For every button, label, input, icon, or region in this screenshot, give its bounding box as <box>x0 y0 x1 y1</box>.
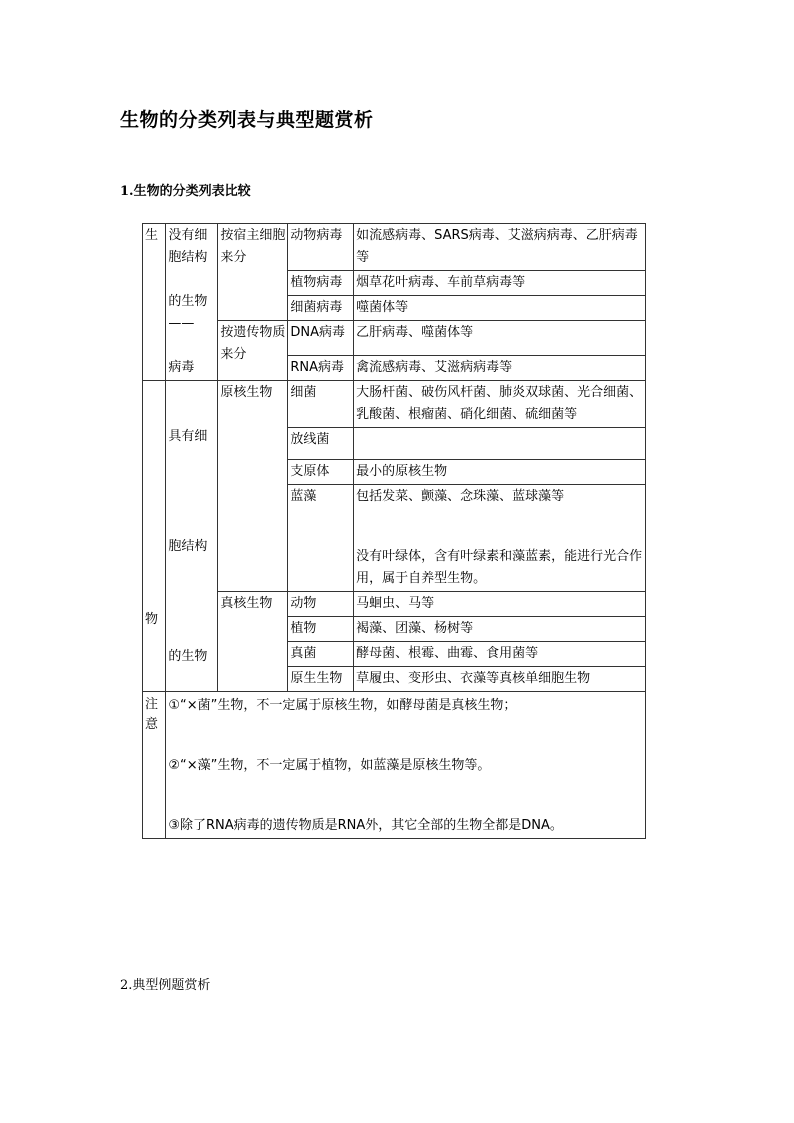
table-row <box>143 224 646 271</box>
organism-type: 动物 <box>288 592 354 617</box>
virus-examples: 如流感病毒、SARS病毒、艾滋病病毒、乙肝病毒等 <box>354 224 646 271</box>
virus-type: 植物病毒 <box>288 271 354 296</box>
organism-examples: 大肠杆菌、破伤风杆菌、肺炎双球菌、光合细菌、乳酸菌、根瘤菌、硝化细菌、硫细菌等 <box>354 381 646 428</box>
section-heading-examples: 2.典型例题赏析 <box>120 978 211 993</box>
by-genetic-label: 按遗传物质来分 <box>218 321 288 381</box>
organism-examples <box>354 485 646 592</box>
table-row <box>143 592 646 617</box>
notes-content <box>166 692 646 839</box>
virus-label-line2: 的生物—— <box>168 294 208 331</box>
table-row <box>143 321 646 356</box>
table-row <box>143 692 646 839</box>
virus-type: 动物病毒 <box>288 224 354 271</box>
organism-label-top <box>143 224 166 381</box>
table-row <box>143 381 646 428</box>
cellular-label-line1: 具有细 <box>168 429 208 444</box>
col1-bottom-text: 物 <box>145 612 159 627</box>
eukaryote-label: 真核生物 <box>218 592 288 692</box>
notes-label: 注意 <box>143 692 166 839</box>
cellular-group-label <box>166 381 218 692</box>
section-heading-comparison: 1.生物的分类列表比较 <box>120 184 251 199</box>
organism-examples <box>354 428 646 460</box>
virus-label-line3: 病毒 <box>168 360 195 375</box>
by-host-label: 按宿主细胞来分 <box>218 224 288 321</box>
organism-label-bottom <box>143 381 166 692</box>
organism-examples: 最小的原核生物 <box>354 460 646 485</box>
note-item: ①“×菌”生物，不一定属于原核生物，如酵母菌是真核生物； <box>168 698 517 713</box>
organism-type: 支原体 <box>288 460 354 485</box>
note-item: ②“×藻”生物，不一定属于植物，如蓝藻是原核生物等。 <box>168 758 491 773</box>
cellular-label-line3: 的生物 <box>168 649 208 664</box>
page-title: 生物的分类列表与典型题赏析 <box>120 109 374 131</box>
virus-group-label <box>166 224 218 381</box>
virus-type: 细菌病毒 <box>288 296 354 321</box>
organism-type: 蓝藻 <box>288 485 354 592</box>
virus-type: RNA病毒 <box>288 356 354 381</box>
organism-type: 细菌 <box>288 381 354 428</box>
virus-examples: 乙肝病毒、噬菌体等 <box>354 321 646 356</box>
organism-examples: 草履虫、变形虫、衣藻等真核单细胞生物 <box>354 667 646 692</box>
virus-examples: 烟草花叶病毒、车前草病毒等 <box>354 271 646 296</box>
organism-examples: 酵母菌、根霉、曲霉、食用菌等 <box>354 642 646 667</box>
organism-examples: 褐藻、团藻、杨树等 <box>354 617 646 642</box>
organism-type: 植物 <box>288 617 354 642</box>
organism-type: 真菌 <box>288 642 354 667</box>
virus-examples: 噬菌体等 <box>354 296 646 321</box>
organism-type: 放线菌 <box>288 428 354 460</box>
cyanobacteria-examples: 包括发菜、颤藻、念珠藻、蓝球藻等 <box>356 489 565 504</box>
prokaryote-label: 原核生物 <box>218 381 288 592</box>
classification-table <box>142 223 646 839</box>
virus-label-line1: 没有细胞结构 <box>168 228 208 265</box>
organism-type: 原生生物 <box>288 667 354 692</box>
virus-examples: 禽流感病毒、艾滋病病毒等 <box>354 356 646 381</box>
virus-type: DNA病毒 <box>288 321 354 356</box>
organism-examples: 马蛔虫、马等 <box>354 592 646 617</box>
note-item: ③除了RNA病毒的遗传物质是RNA外，其它全部的生物全都是DNA。 <box>168 818 563 833</box>
cyanobacteria-note: 没有叶绿体，含有叶绿素和藻蓝素，能进行光合作用，属于自养型生物。 <box>356 549 643 586</box>
cellular-label-line2: 胞结构 <box>168 539 208 554</box>
col1-top-text: 生 <box>145 228 159 243</box>
